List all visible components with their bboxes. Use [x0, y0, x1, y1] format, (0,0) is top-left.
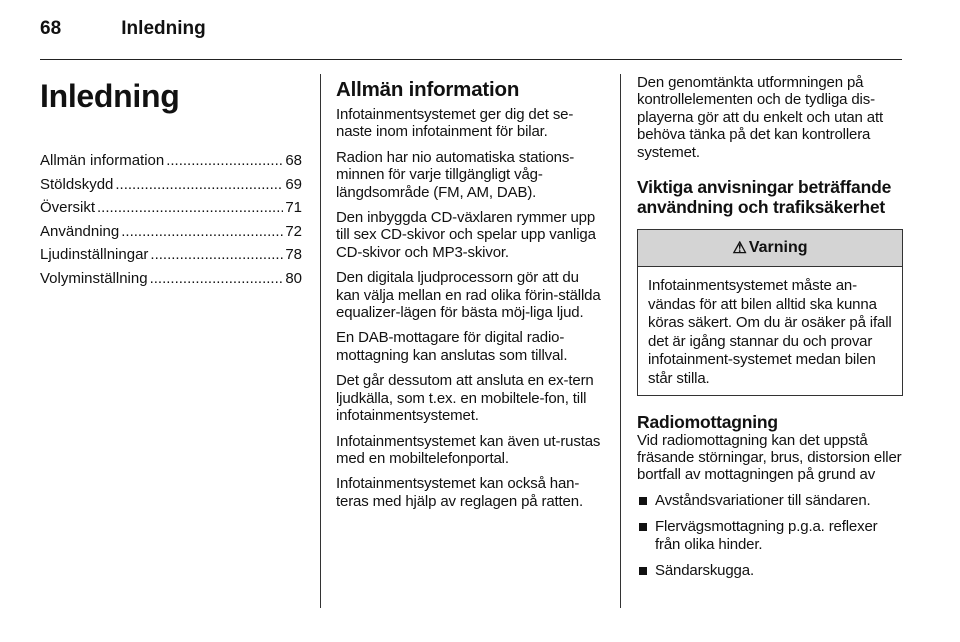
- list-item: [637, 518, 903, 553]
- toc-leader-dots: [97, 196, 283, 220]
- header-rule: [40, 59, 902, 60]
- section-heading-safety: Viktiga anvisningar beträffande användning och trafiksäkerhet: [637, 177, 892, 218]
- list-item: [637, 492, 903, 509]
- list-item-text: Avståndsvariationer till sändaren.: [655, 491, 871, 509]
- toc-entry[interactable]: [40, 220, 302, 244]
- paragraph: Radion har nio automatiska stations-minnen för varje tillgängligt våg-längdsområde (FM, AM, DAB).: [336, 148, 575, 201]
- paragraph-continued: Den genomtänkta utformningen på kontrollelementen och de tydliga dis-playerna gör att du enkelt och utan att behöva tänka på det kan kontrollera systemet.: [637, 74, 883, 161]
- toc-entry-label: Ljudinställningar: [40, 246, 149, 264]
- paragraph: Vid radiomottagning kan det uppstå fräsande störningar, brus, distorsion eller bortfall av mottagningen på grund av: [637, 431, 902, 484]
- paragraph: Den digitala ljudprocessorn gör att du kan välja mellan en rad olika förin-ställda equalizer-lägen för bästa möj-liga ljud.: [336, 269, 601, 322]
- toc-entry[interactable]: [40, 243, 302, 267]
- toc-entry[interactable]: [40, 173, 302, 197]
- list-item-text: Flervägsmottagning p.g.a. reflexer från olika hinder.: [655, 518, 878, 553]
- toc-leader-dots: [150, 243, 283, 267]
- paragraph: Infotainmentsystemet ger dig det se-naste inom infotainment för bilar.: [336, 106, 574, 141]
- section-heading-general: Allmän information: [336, 78, 520, 101]
- general-info-column: [336, 74, 606, 518]
- column-divider-2: [620, 74, 621, 608]
- toc-leader-dots: [150, 267, 284, 291]
- warning-body: [638, 267, 902, 395]
- paragraph: Det går dessutom att ansluta en ex-tern ljudkälla, som t.ex. en mobiltele-fon, till infotainmentsystemet.: [336, 372, 594, 425]
- toc-entry-label: Användning: [40, 222, 120, 240]
- toc-entry-page: 69: [285, 175, 302, 193]
- bullet-square-icon: [639, 567, 647, 575]
- paragraph: Den inbyggda CD-växlaren rymmer upp till sex CD-skivor och spelar upp vanliga CD-skivor och MP3-skivor.: [336, 209, 596, 261]
- right-column: [637, 74, 903, 588]
- list-item-text: Sändarskugga.: [655, 562, 754, 580]
- toc-entry-label: Översikt: [40, 199, 96, 217]
- paragraph: Infotainmentsystemet kan också han-teras med hjälp av reglagen på ratten.: [336, 475, 583, 510]
- toc-column: [40, 74, 302, 291]
- toc-entry[interactable]: [40, 267, 302, 291]
- toc-entry-page: 78: [285, 246, 302, 264]
- toc-entry-page: 68: [285, 152, 302, 169]
- list-item: [637, 562, 903, 579]
- page-header: [40, 18, 206, 40]
- section-heading-radio: Radiomottagning: [637, 411, 778, 432]
- bullet-square-icon: [639, 497, 647, 505]
- toc-entry[interactable]: [40, 149, 302, 173]
- toc-entry-label: Stöldskydd: [40, 175, 114, 193]
- column-divider-1: [320, 74, 321, 608]
- chapter-title: Inledning: [40, 78, 180, 114]
- bullet-list: [637, 492, 903, 580]
- warning-box: [637, 229, 903, 396]
- toc-entry[interactable]: [40, 196, 302, 220]
- toc-entry-label: Volyminställning: [40, 269, 148, 287]
- toc-entry-page: 72: [285, 222, 302, 240]
- toc-list: [40, 149, 302, 291]
- paragraph: En DAB-mottagare för digital radio-mottagning kan anslutas som tillval.: [336, 329, 568, 364]
- bullet-square-icon: [639, 523, 647, 531]
- toc-leader-dots: [121, 220, 283, 244]
- toc-entry-label: Allmän information: [40, 152, 165, 169]
- running-chapter-title: Inledning: [121, 18, 206, 39]
- paragraph: Infotainmentsystemet kan även ut-rustas med en mobiltelefonportal.: [336, 432, 601, 467]
- warning-header: [638, 230, 902, 267]
- toc-leader-dots: [166, 149, 283, 173]
- toc-entry-page: 71: [285, 199, 302, 217]
- page-number: 68: [40, 18, 62, 39]
- warning-triangle-icon: ⚠: [732, 240, 747, 258]
- warning-text: Infotainmentsystemet måste an-vändas för att bilen alltid ska kunna köras säkert. Om du är osäker på ifall det är igång stannar du och provar infotainment-systemet medan bilen står stilla.: [648, 277, 892, 387]
- toc-entry-page: 80: [285, 269, 302, 287]
- warning-title: Varning: [748, 239, 808, 257]
- toc-leader-dots: [115, 173, 283, 197]
